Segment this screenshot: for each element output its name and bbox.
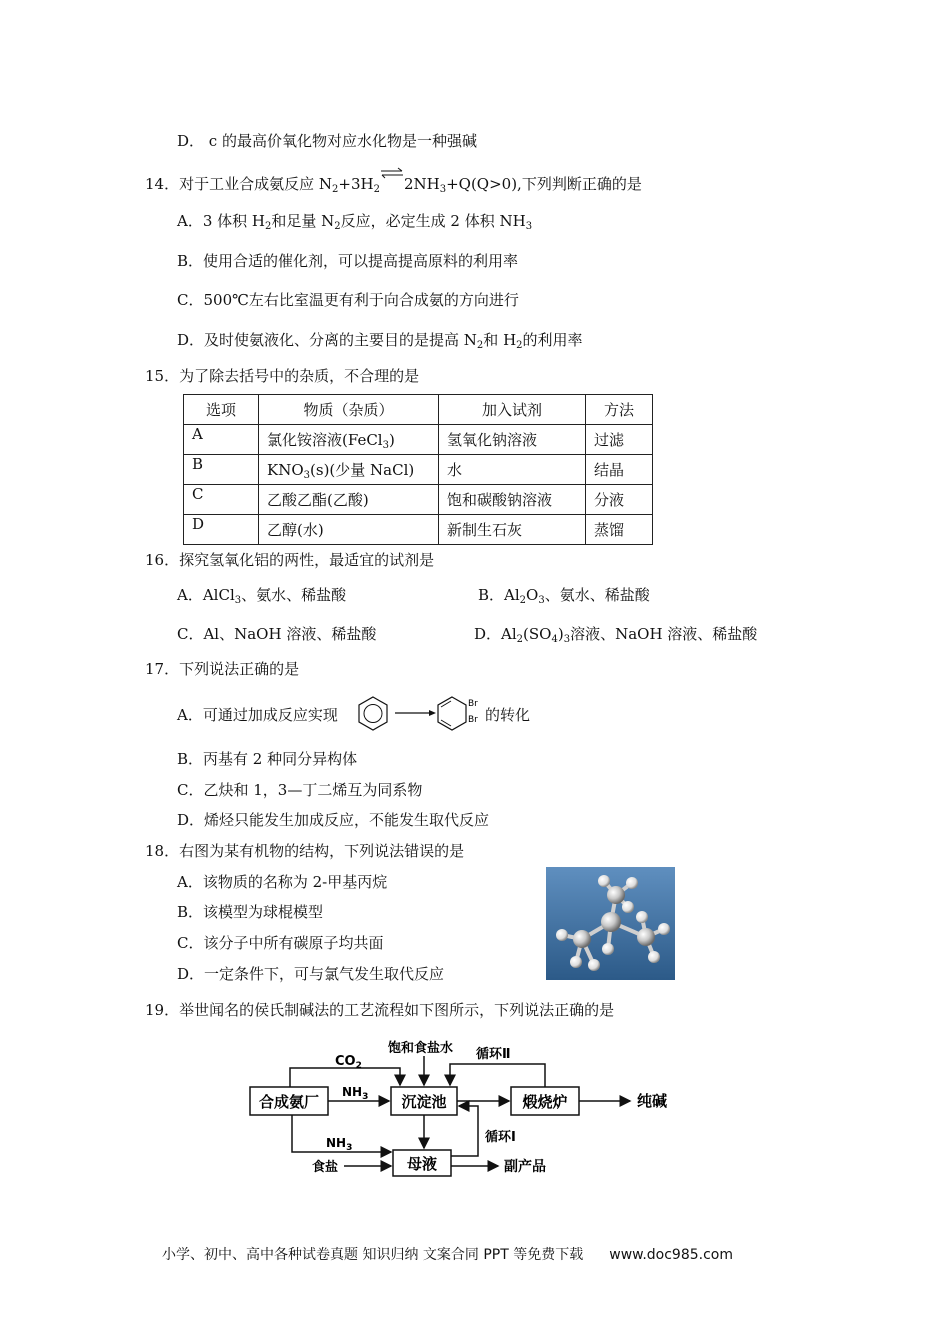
q19-number: 19．: [145, 1001, 180, 1019]
soda-label: 纯碱: [637, 1092, 668, 1110]
q17-option-a-tail: 的转化: [485, 706, 531, 724]
header-method: 方法: [586, 395, 653, 425]
pool-label: 沉淀池: [401, 1093, 447, 1111]
q16-option-c: C．Al、NaOH 溶液、稀盐酸: [177, 625, 377, 643]
header-reagent: 加入试剂: [439, 395, 586, 425]
q15-stem: 15．为了除去括号中的杂质，不合理的是: [145, 367, 420, 385]
q17-option-b: B．丙基有 2 种同分异构体: [177, 750, 358, 768]
q14-option-c: C．500℃左右比室温更有利于向合成氨的方向进行: [177, 291, 519, 309]
q16-option-a: A．AlCl$_3$、氨水、稀盐酸: [177, 586, 347, 606]
q18-option-b: B．该模型为球棍模型: [177, 903, 324, 921]
table-row: D 乙醇(水) 新制生石灰 蒸馏: [184, 515, 653, 545]
ball-and-stick-model-image: [546, 867, 675, 980]
q18-option-c: C．该分子中所有碳原子均共面: [177, 934, 384, 952]
brine-label: 饱和食盐水: [388, 1041, 454, 1056]
q14-option-d: D．及时使氨液化、分离的主要目的是提高 $N_2$和 $H_2$的利用率: [177, 331, 583, 351]
q14-option-b: B．使用合适的催化剂，可以提高提高原料的利用率: [177, 252, 519, 270]
table-row: B $KNO_3(s)$(少量 NaCl) 水 结晶: [184, 455, 653, 485]
table-row: A 氯化铵溶液(FeCl$_3$) 氢氧化钠溶液 过滤: [184, 425, 653, 455]
q18-stem: 18．右图为某有机物的结构，下列说法错误的是: [145, 842, 465, 860]
benzene-ring-icon: [359, 697, 387, 730]
table-header-row: [184, 395, 653, 425]
footer-text: 小学、初中、高中各种试卷真题 知识归纳 文案合同 PPT 等免费下载: [162, 1247, 584, 1263]
q15-number: 15．: [145, 367, 180, 385]
dibromo-ring-icon: [438, 697, 466, 730]
equilibrium-arrow-icon: [380, 171, 404, 185]
q18-number: 18．: [145, 842, 180, 860]
q17-stem: 17．下列说法正确的是: [145, 660, 300, 678]
q16-number: 16．: [145, 551, 180, 569]
table-row: C 乙酸乙酯(乙酸) 饱和碳酸钠溶液 分液: [184, 485, 653, 515]
q15-table: [183, 394, 653, 545]
br-label-bottom: Br: [468, 715, 478, 725]
plant-label: 合成氨厂: [258, 1093, 320, 1111]
co2-label: $CO_2$: [335, 1054, 362, 1071]
q16-option-b: B．$Al_2O_3$、氨水、稀盐酸: [478, 586, 650, 606]
furnace-label: 煅烧炉: [522, 1093, 568, 1111]
q18-option-d: D．一定条件下，可与氯气发生取代反应: [177, 965, 445, 983]
q17-option-d: D．烯烃只能发生加成反应，不能发生取代反应: [177, 811, 490, 829]
q14-option-a: A．3 体积 $H_2$和足量 $N_2$反应，必定生成 2 体积 $NH_3$: [177, 212, 533, 232]
q14-number: 14．: [145, 175, 180, 193]
q13-option-d: D． c 的最高价氧化物对应水化物是一种强碱: [177, 132, 477, 150]
salt-label: 食盐: [312, 1160, 339, 1175]
page-footer: [162, 1244, 733, 1264]
nh3-label-lower: $NH_3$: [326, 1136, 353, 1153]
q18-option-a: A．该物质的名称为 2-甲基丙烷: [177, 873, 388, 891]
q17-number: 17．: [145, 660, 180, 678]
nh3-label-upper: $NH_3$: [342, 1085, 369, 1102]
q19-stem: 19．举世闻名的侯氏制碱法的工艺流程如下图所示，下列说法正确的是: [145, 1001, 615, 1019]
footer-url[interactable]: www.doc985.com: [609, 1247, 733, 1263]
cycle2-label: 循环Ⅱ: [476, 1047, 511, 1062]
mother-label: 母液: [406, 1155, 438, 1173]
q16-option-d: D．$Al_2(SO_4)_3$溶液、NaOH 溶液、稀盐酸: [474, 625, 758, 645]
q17-option-c: C．乙炔和 1，3—丁二烯互为同系物: [177, 781, 423, 799]
cycle1-label: 循环Ⅰ: [485, 1130, 516, 1145]
q14-stem: 14．对于工业合成氨反应 $N_2+3H_2$ $2NH_3+Q(Q>0)$,下列判断正确的是: [145, 171, 642, 194]
header-option: 选项: [184, 395, 259, 425]
q16-stem: 16．探究氢氧化铝的两性，最适宜的试剂是: [145, 551, 435, 569]
hou-process-flow-diagram: [240, 1032, 690, 1182]
header-substance: 物质（杂质）: [259, 395, 439, 425]
br-label-top: Br: [468, 699, 478, 709]
byproduct-label: 副产品: [504, 1159, 546, 1175]
q17-option-a-lead: A．可通过加成反应实现: [177, 706, 338, 724]
